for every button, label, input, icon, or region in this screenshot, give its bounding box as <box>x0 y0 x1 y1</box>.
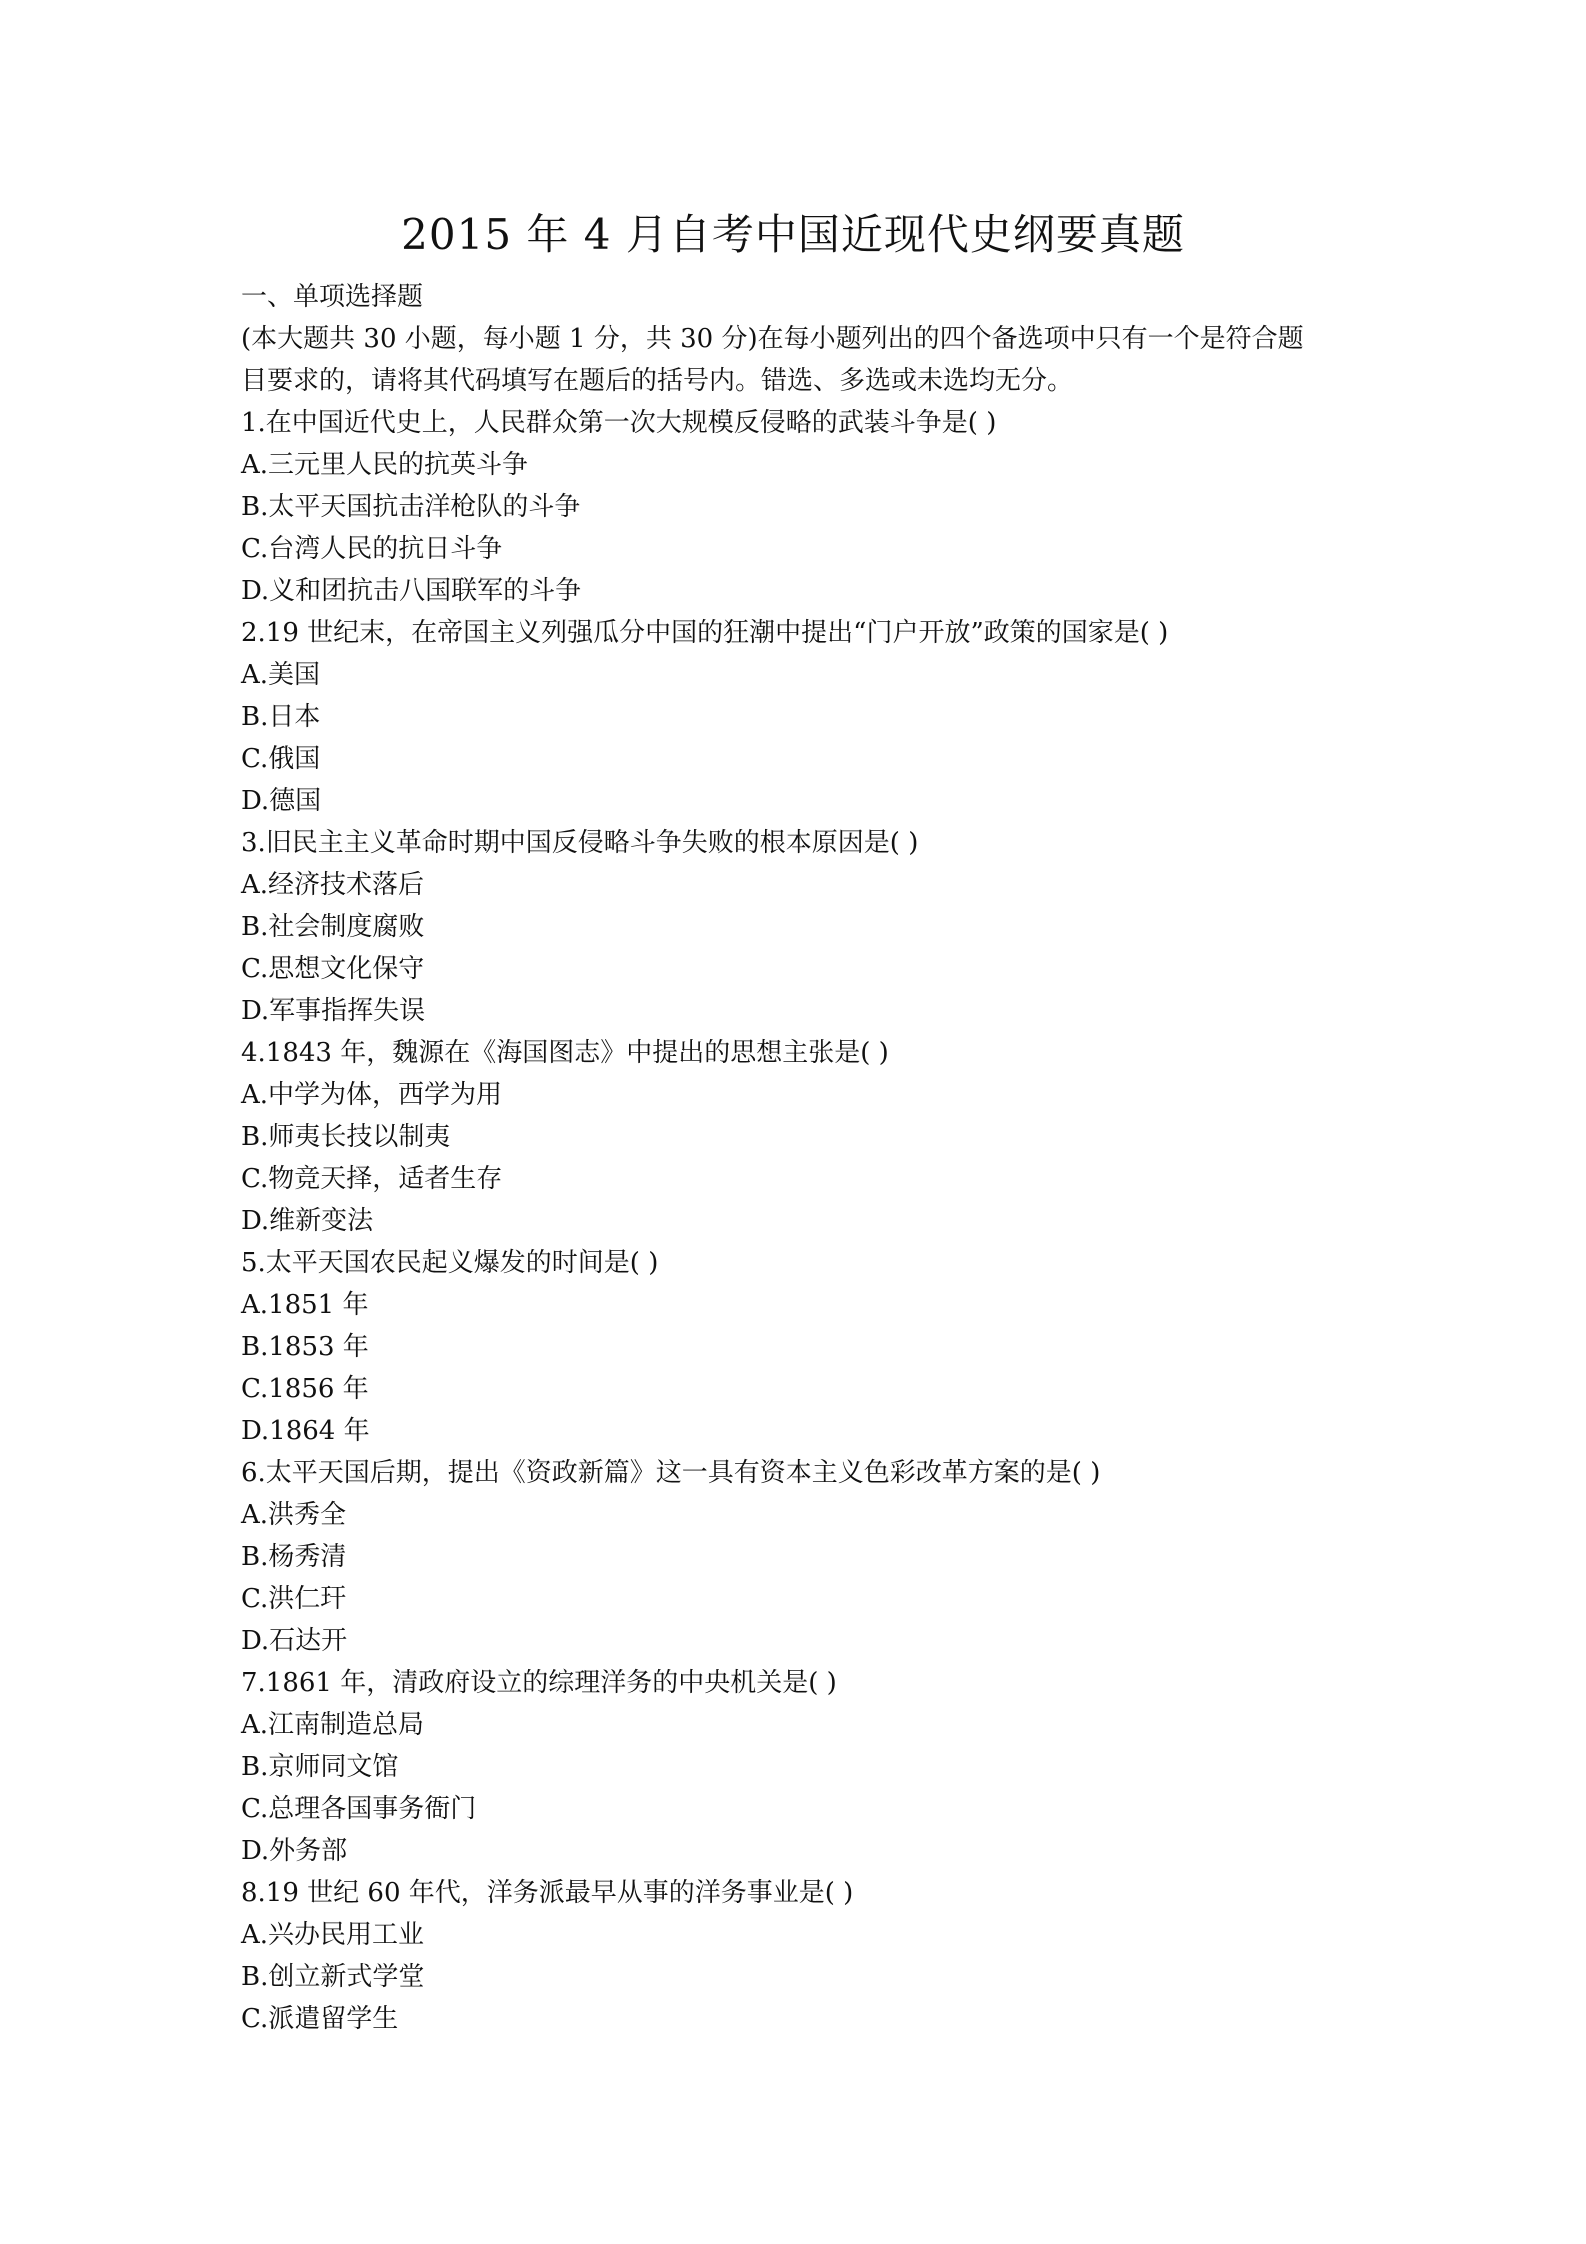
question <box>241 612 1371 822</box>
question-stem: 5.太平天国农民起义爆发的时间是( ) <box>241 1248 659 1278</box>
answer-option: B.日本 <box>241 702 321 732</box>
answer-option: D.石达开 <box>241 1626 348 1656</box>
question-stem: 7.1861 年，清政府设立的综理洋务的中央机关是( ) <box>241 1668 837 1698</box>
answer-option: A.江南制造总局 <box>241 1710 425 1740</box>
answer-option: D.军事指挥失误 <box>241 996 426 1026</box>
instructions-line: 目要求的，请将其代码填写在题后的括号内。错选、多选或未选均无分。 <box>241 366 1074 396</box>
question <box>241 1032 1371 1242</box>
answer-option: A.经济技术落后 <box>241 870 425 900</box>
document-title: 2015 年 4 月自考中国近现代史纲要真题 <box>401 210 1185 259</box>
question <box>241 1662 1371 1872</box>
answer-option: C.物竞天择，适者生存 <box>241 1164 503 1194</box>
answer-option: A.兴办民用工业 <box>241 1920 425 1950</box>
answer-option: B.京师同文馆 <box>241 1752 399 1782</box>
answer-option: A.洪秀全 <box>241 1500 347 1530</box>
answer-option: B.师夷长技以制夷 <box>241 1122 451 1152</box>
answer-option: D.维新变法 <box>241 1206 374 1236</box>
answer-option: B.社会制度腐败 <box>241 912 425 942</box>
answer-option: A.三元里人民的抗英斗争 <box>241 450 529 480</box>
answer-option: C.1856 年 <box>241 1374 369 1404</box>
question-stem: 1.在中国近代史上，人民群众第一次大规模反侵略的武装斗争是( ) <box>241 408 997 438</box>
answer-option: C.派遣留学生 <box>241 2004 399 2034</box>
answer-option: A.中学为体，西学为用 <box>241 1080 503 1110</box>
answer-option: D.1864 年 <box>241 1416 370 1446</box>
answer-option: B.1853 年 <box>241 1332 369 1362</box>
question-stem: 4.1843 年，魏源在《海国图志》中提出的思想主张是( ) <box>241 1038 889 1068</box>
question <box>241 1452 1371 1662</box>
question <box>241 822 1371 1032</box>
answer-option: D.外务部 <box>241 1836 348 1866</box>
question-stem: 8.19 世纪 60 年代，洋务派最早从事的洋务事业是( ) <box>241 1878 854 1908</box>
answer-option: C.总理各国事务衙门 <box>241 1794 477 1824</box>
question-stem: 2.19 世纪末，在帝国主义列强瓜分中国的狂潮中提出“门户开放”政策的国家是( ) <box>241 618 1169 648</box>
instructions-line: (本大题共 30 小题，每小题 1 分，共 30 分)在每小题列出的四个备选项中只有一个是符合题 <box>241 324 1304 354</box>
answer-option: C.台湾人民的抗日斗争 <box>241 534 503 564</box>
answer-option: D.义和团抗击八国联军的斗争 <box>241 576 582 606</box>
document-body <box>241 276 1371 2040</box>
answer-option: C.思想文化保守 <box>241 954 425 984</box>
answer-option: C.俄国 <box>241 744 321 774</box>
answer-option: B.太平天国抗击洋枪队的斗争 <box>241 492 581 522</box>
question-stem: 3.旧民主主义革命时期中国反侵略斗争失败的根本原因是( ) <box>241 828 919 858</box>
question-stem: 6.太平天国后期，提出《资政新篇》这一具有资本主义色彩改革方案的是( ) <box>241 1458 1101 1488</box>
answer-option: A.1851 年 <box>241 1290 369 1320</box>
answer-option: D.德国 <box>241 786 322 816</box>
question <box>241 1242 1371 1452</box>
answer-option: B.杨秀清 <box>241 1542 347 1572</box>
answer-option: C.洪仁玕 <box>241 1584 347 1614</box>
question <box>241 402 1371 612</box>
answer-option: A.美国 <box>241 660 321 690</box>
question <box>241 1872 1371 2040</box>
answer-option: B.创立新式学堂 <box>241 1962 425 1992</box>
section-heading: 一、单项选择题 <box>241 282 424 312</box>
